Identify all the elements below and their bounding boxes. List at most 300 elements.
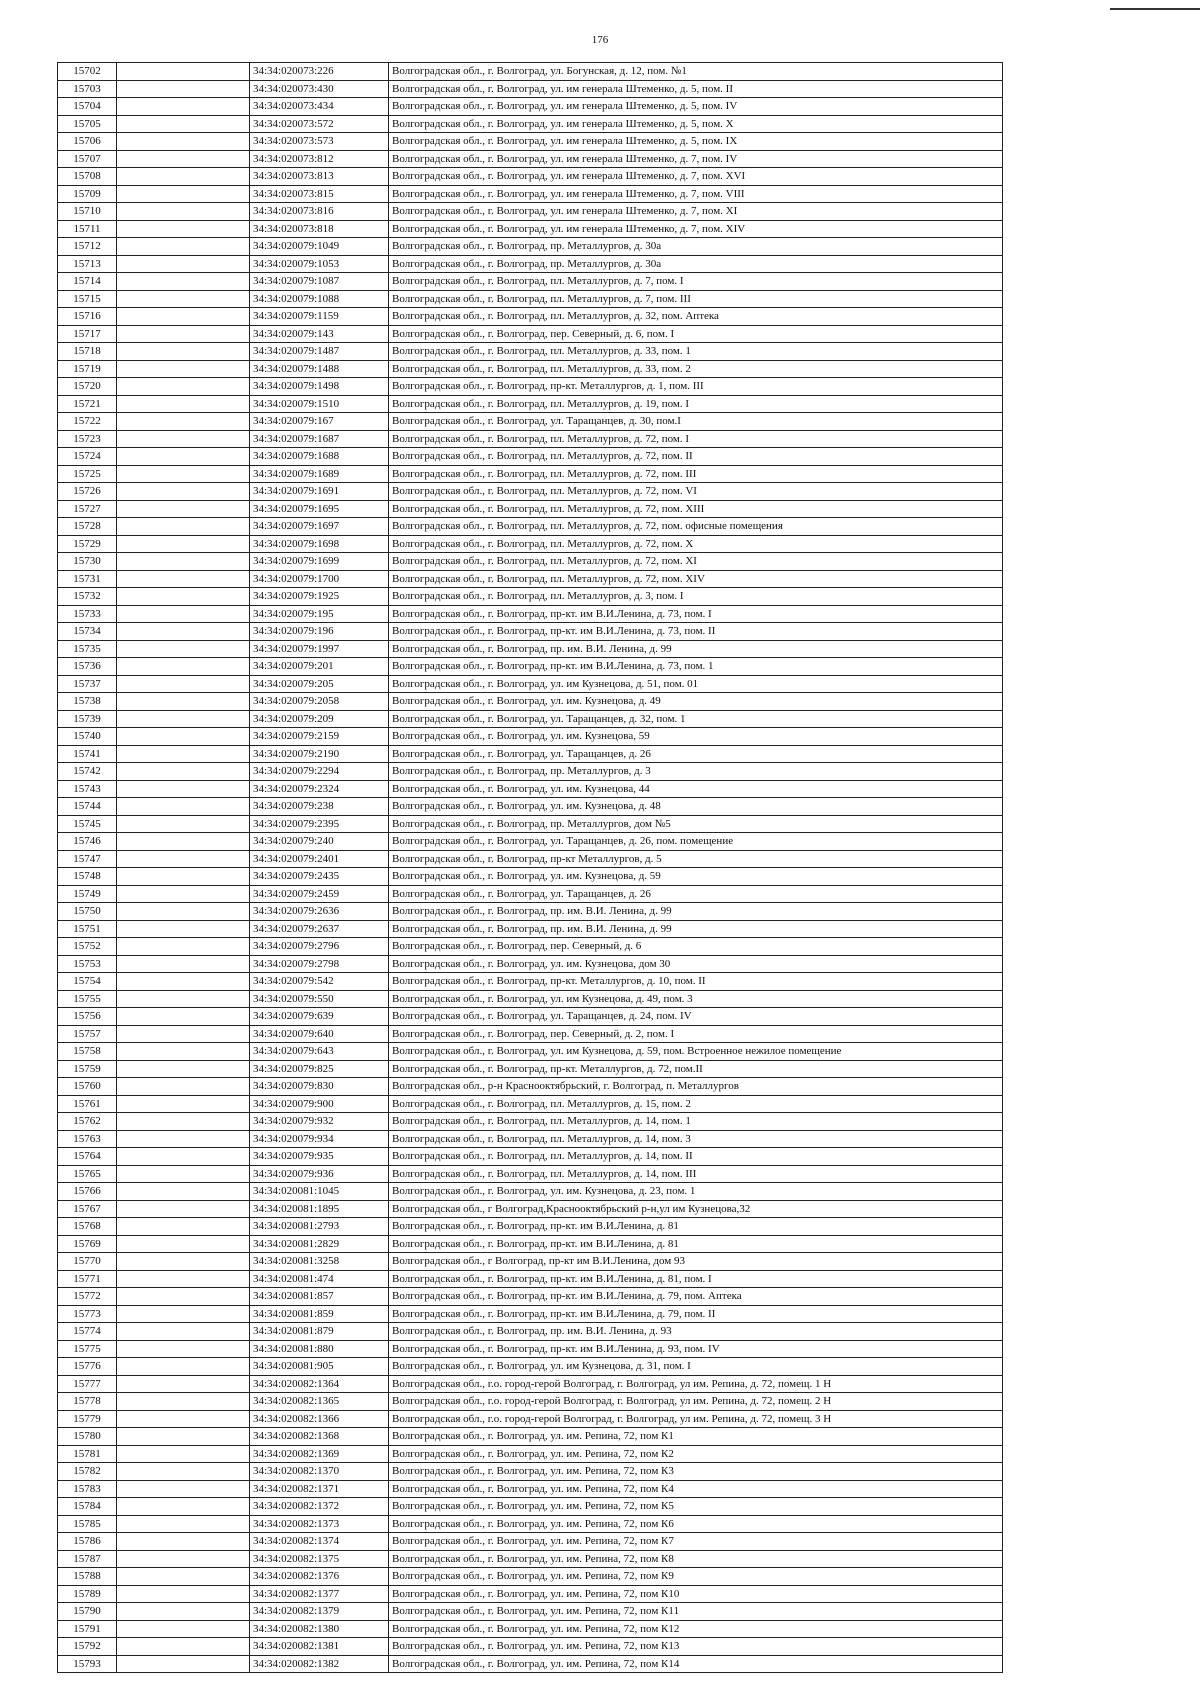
table-row <box>58 693 1003 711</box>
table-row <box>58 378 1003 396</box>
row-number-cell: 15759 <box>58 1060 117 1078</box>
address-cell: Волгоградская обл., г. Волгоград, ул. им генерала Штеменко, д. 5, пом. II <box>389 80 1003 98</box>
row-number-cell: 15724 <box>58 448 117 466</box>
cadastral-number-cell: 34:34:020079:2058 <box>250 693 389 711</box>
cadastral-number-cell: 34:34:020079:1159 <box>250 308 389 326</box>
address-cell: Волгоградская обл., г. Волгоград, ул. им. Кузнецова, д. 48 <box>389 798 1003 816</box>
row-number-cell: 15753 <box>58 955 117 973</box>
cadastral-number-cell: 34:34:020082:1377 <box>250 1585 389 1603</box>
row-number-cell: 15736 <box>58 658 117 676</box>
empty-cell <box>117 815 250 833</box>
row-number-cell: 15785 <box>58 1515 117 1533</box>
table-row <box>58 168 1003 186</box>
empty-cell <box>117 168 250 186</box>
address-cell: Волгоградская обл., г. Волгоград, ул. им. Кузнецова, 59 <box>389 728 1003 746</box>
address-cell: Волгоградская обл., г. Волгоград, пр-кт. им В.И.Ленина, д. 79, пом. II <box>389 1305 1003 1323</box>
empty-cell <box>117 1095 250 1113</box>
cadastral-number-cell: 34:34:020081:859 <box>250 1305 389 1323</box>
row-number-cell: 15727 <box>58 500 117 518</box>
cadastral-number-cell: 34:34:020079:542 <box>250 973 389 991</box>
empty-cell <box>117 588 250 606</box>
scan-edge-line <box>1110 8 1200 10</box>
table-row <box>58 63 1003 81</box>
address-cell: Волгоградская обл., г. Волгоград, ул. им генерала Штеменко, д. 7, пом. VIII <box>389 185 1003 203</box>
empty-cell <box>117 675 250 693</box>
cadastral-number-cell: 34:34:020079:2435 <box>250 868 389 886</box>
cadastral-number-cell: 34:34:020073:226 <box>250 63 389 81</box>
table-row <box>58 1620 1003 1638</box>
address-cell: Волгоградская обл., г. Волгоград, ул. им генерала Штеменко, д. 5, пом. IX <box>389 133 1003 151</box>
address-cell: Волгоградская обл., г Волгоград, пр-кт им В.И.Ленина, дом 93 <box>389 1253 1003 1271</box>
empty-cell <box>117 780 250 798</box>
table-row <box>58 1638 1003 1656</box>
row-number-cell: 15750 <box>58 903 117 921</box>
empty-cell <box>117 1183 250 1201</box>
row-number-cell: 15740 <box>58 728 117 746</box>
cadastral-number-cell: 34:34:020082:1372 <box>250 1498 389 1516</box>
table-row <box>58 815 1003 833</box>
table-row <box>58 1603 1003 1621</box>
row-number-cell: 15793 <box>58 1655 117 1673</box>
cadastral-number-cell: 34:34:020082:1375 <box>250 1550 389 1568</box>
cadastral-number-cell: 34:34:020079:936 <box>250 1165 389 1183</box>
table-row <box>58 220 1003 238</box>
empty-cell <box>117 1060 250 1078</box>
table-row <box>58 1463 1003 1481</box>
table-row <box>58 1148 1003 1166</box>
row-number-cell: 15782 <box>58 1463 117 1481</box>
row-number-cell: 15712 <box>58 238 117 256</box>
row-number-cell: 15708 <box>58 168 117 186</box>
row-number-cell: 15715 <box>58 290 117 308</box>
empty-cell <box>117 850 250 868</box>
table-row <box>58 675 1003 693</box>
cadastral-number-cell: 34:34:020079:1691 <box>250 483 389 501</box>
row-number-cell: 15711 <box>58 220 117 238</box>
address-cell: Волгоградская обл., г. Волгоград, ул. им. Репина, 72, пом К1 <box>389 1428 1003 1446</box>
cadastral-number-cell: 34:34:020073:430 <box>250 80 389 98</box>
row-number-cell: 15763 <box>58 1130 117 1148</box>
table-row <box>58 150 1003 168</box>
table-row <box>58 1270 1003 1288</box>
address-cell: Волгоградская обл., г. Волгоград, пл. Металлургов, д. 14, пом. 3 <box>389 1130 1003 1148</box>
empty-cell <box>117 1585 250 1603</box>
row-number-cell: 15791 <box>58 1620 117 1638</box>
cadastral-number-cell: 34:34:020079:1997 <box>250 640 389 658</box>
cadastral-number-cell: 34:34:020079:1498 <box>250 378 389 396</box>
cadastral-number-cell: 34:34:020081:2829 <box>250 1235 389 1253</box>
table-row <box>58 1533 1003 1551</box>
empty-cell <box>117 605 250 623</box>
table-row <box>58 938 1003 956</box>
table-row <box>58 798 1003 816</box>
cadastral-number-cell: 34:34:020079:2796 <box>250 938 389 956</box>
row-number-cell: 15745 <box>58 815 117 833</box>
empty-cell <box>117 885 250 903</box>
row-number-cell: 15779 <box>58 1410 117 1428</box>
address-cell: Волгоградская обл., г. Волгоград, ул. им Кузнецова, д. 51, пом. 01 <box>389 675 1003 693</box>
empty-cell <box>117 1305 250 1323</box>
table-row <box>58 1305 1003 1323</box>
row-number-cell: 15780 <box>58 1428 117 1446</box>
address-cell: Волгоградская обл., г. Волгоград, ул. им генерала Штеменко, д. 7, пом. IV <box>389 150 1003 168</box>
row-number-cell: 15714 <box>58 273 117 291</box>
cadastral-number-cell: 34:34:020079:639 <box>250 1008 389 1026</box>
cadastral-number-cell: 34:34:020081:1045 <box>250 1183 389 1201</box>
address-cell: Волгоградская обл., г. Волгоград, ул. им. Кузнецова, д. 49 <box>389 693 1003 711</box>
address-cell: Волгоградская обл., г. Волгоград, пр-кт. им В.И.Ленина, д. 81 <box>389 1235 1003 1253</box>
address-cell: Волгоградская обл., г. Волгоград, пл. Металлургов, д. 33, пом. 2 <box>389 360 1003 378</box>
address-cell: Волгоградская обл., г. Волгоград, пл. Металлургов, д. 72, пом. II <box>389 448 1003 466</box>
cadastral-number-cell: 34:34:020079:1487 <box>250 343 389 361</box>
row-number-cell: 15705 <box>58 115 117 133</box>
address-cell: Волгоградская обл., г. Волгоград, пр-кт. им В.И.Ленина, д. 81 <box>389 1218 1003 1236</box>
empty-cell <box>117 1323 250 1341</box>
table-row <box>58 1445 1003 1463</box>
cadastral-number-cell: 34:34:020073:573 <box>250 133 389 151</box>
cadastral-number-cell: 34:34:020079:1689 <box>250 465 389 483</box>
row-number-cell: 15735 <box>58 640 117 658</box>
empty-cell <box>117 1480 250 1498</box>
empty-cell <box>117 1603 250 1621</box>
table-row <box>58 448 1003 466</box>
row-number-cell: 15787 <box>58 1550 117 1568</box>
row-number-cell: 15761 <box>58 1095 117 1113</box>
row-number-cell: 15760 <box>58 1078 117 1096</box>
page-number: 176 <box>591 34 609 46</box>
empty-cell <box>117 920 250 938</box>
row-number-cell: 15731 <box>58 570 117 588</box>
row-number-cell: 15733 <box>58 605 117 623</box>
table-row <box>58 343 1003 361</box>
address-cell: Волгоградская обл., г. Волгоград, пр-кт. им В.И.Ленина, д. 73, пом. I <box>389 605 1003 623</box>
empty-cell <box>117 1148 250 1166</box>
empty-cell <box>117 63 250 81</box>
empty-cell <box>117 745 250 763</box>
table-row <box>58 710 1003 728</box>
address-cell: Волгоградская обл., г. Волгоград, ул. Таращанцев, д. 26 <box>389 745 1003 763</box>
row-number-cell: 15746 <box>58 833 117 851</box>
row-number-cell: 15716 <box>58 308 117 326</box>
empty-cell <box>117 238 250 256</box>
row-number-cell: 15752 <box>58 938 117 956</box>
cadastral-number-cell: 34:34:020082:1381 <box>250 1638 389 1656</box>
cadastral-number-cell: 34:34:020079:196 <box>250 623 389 641</box>
address-cell: Волгоградская обл., г. Волгоград, ул. им. Репина, 72, пом К8 <box>389 1550 1003 1568</box>
row-number-cell: 15777 <box>58 1375 117 1393</box>
address-cell: Волгоградская обл., г. Волгоград, пр-кт. им В.И.Ленина, д. 81, пом. I <box>389 1270 1003 1288</box>
cadastral-number-cell: 34:34:020081:905 <box>250 1358 389 1376</box>
row-number-cell: 15768 <box>58 1218 117 1236</box>
address-cell: Волгоградская обл., г. Волгоград, пр-кт. Металлургов, д. 1, пом. III <box>389 378 1003 396</box>
cadastral-number-cell: 34:34:020079:2190 <box>250 745 389 763</box>
table-row <box>58 1200 1003 1218</box>
cadastral-number-cell: 34:34:020079:1700 <box>250 570 389 588</box>
cadastral-number-cell: 34:34:020079:209 <box>250 710 389 728</box>
table-row <box>58 780 1003 798</box>
table-row <box>58 903 1003 921</box>
table-row <box>58 640 1003 658</box>
cadastral-number-cell: 34:34:020079:1697 <box>250 518 389 536</box>
cadastral-number-cell: 34:34:020079:1699 <box>250 553 389 571</box>
address-cell: Волгоградская обл., г. Волгоград, ул. Таращанцев, д. 30, пом.I <box>389 413 1003 431</box>
row-number-cell: 15792 <box>58 1638 117 1656</box>
address-cell: Волгоградская обл., г. Волгоград, пр-кт. Металлургов, д. 10, пом. II <box>389 973 1003 991</box>
table-row <box>58 1183 1003 1201</box>
cadastral-number-cell: 34:34:020082:1370 <box>250 1463 389 1481</box>
empty-cell <box>117 1130 250 1148</box>
row-number-cell: 15764 <box>58 1148 117 1166</box>
address-cell: Волгоградская обл., г. Волгоград, ул. им. Репина, 72, пом К2 <box>389 1445 1003 1463</box>
row-number-cell: 15783 <box>58 1480 117 1498</box>
row-number-cell: 15788 <box>58 1568 117 1586</box>
cadastral-number-cell: 34:34:020079:2401 <box>250 850 389 868</box>
row-number-cell: 15790 <box>58 1603 117 1621</box>
row-number-cell: 15719 <box>58 360 117 378</box>
cadastral-number-cell: 34:34:020079:1049 <box>250 238 389 256</box>
address-cell: Волгоградская обл., г. Волгоград, ул. им. Кузнецова, д. 59 <box>389 868 1003 886</box>
row-number-cell: 15775 <box>58 1340 117 1358</box>
row-number-cell: 15707 <box>58 150 117 168</box>
cadastral-number-cell: 34:34:020079:2459 <box>250 885 389 903</box>
table-row <box>58 1428 1003 1446</box>
empty-cell <box>117 1008 250 1026</box>
address-cell: Волгоградская обл., г. Волгоград, пр-кт Металлургов, д. 5 <box>389 850 1003 868</box>
table-row <box>58 920 1003 938</box>
address-cell: Волгоградская обл., г. Волгоград, пл. Металлургов, д. 14, пом. III <box>389 1165 1003 1183</box>
table-row <box>58 535 1003 553</box>
table-row <box>58 1218 1003 1236</box>
row-number-cell: 15781 <box>58 1445 117 1463</box>
cadastral-number-cell: 34:34:020081:1895 <box>250 1200 389 1218</box>
cadastral-number-cell: 34:34:020079:900 <box>250 1095 389 1113</box>
empty-cell <box>117 833 250 851</box>
row-number-cell: 15729 <box>58 535 117 553</box>
address-cell: Волгоградская обл., г. Волгоград, пл. Металлургов, д. 19, пом. I <box>389 395 1003 413</box>
empty-cell <box>117 1043 250 1061</box>
table-row <box>58 1393 1003 1411</box>
row-number-cell: 15703 <box>58 80 117 98</box>
cadastral-number-cell: 34:34:020079:2798 <box>250 955 389 973</box>
table-row <box>58 973 1003 991</box>
cadastral-number-cell: 34:34:020081:2793 <box>250 1218 389 1236</box>
row-number-cell: 15756 <box>58 1008 117 1026</box>
address-cell: Волгоградская обл., г. Волгоград, пр. Металлургов, д. 30а <box>389 255 1003 273</box>
empty-cell <box>117 360 250 378</box>
row-number-cell: 15774 <box>58 1323 117 1341</box>
row-number-cell: 15726 <box>58 483 117 501</box>
table-row <box>58 1025 1003 1043</box>
row-number-cell: 15769 <box>58 1235 117 1253</box>
table-row <box>58 203 1003 221</box>
empty-cell <box>117 220 250 238</box>
empty-cell <box>117 273 250 291</box>
empty-cell <box>117 1025 250 1043</box>
address-cell: Волгоградская обл., г.о. город-герой Волгоград, г. Волгоград, ул им. Репина, д. 72, помещ. 1 Н <box>389 1375 1003 1393</box>
row-number-cell: 15728 <box>58 518 117 536</box>
empty-cell <box>117 80 250 98</box>
address-cell: Волгоградская обл., г. Волгоград, ул. Таращанцев, д. 24, пом. IV <box>389 1008 1003 1026</box>
cadastral-number-cell: 34:34:020079:1053 <box>250 255 389 273</box>
cadastral-number-cell: 34:34:020079:934 <box>250 1130 389 1148</box>
cadastral-number-cell: 34:34:020082:1368 <box>250 1428 389 1446</box>
row-number-cell: 15722 <box>58 413 117 431</box>
empty-cell <box>117 1235 250 1253</box>
cadastral-number-cell: 34:34:020082:1376 <box>250 1568 389 1586</box>
empty-cell <box>117 640 250 658</box>
table-row <box>58 518 1003 536</box>
address-cell: Волгоградская обл., г. Волгоград, ул. им. Репина, 72, пом К4 <box>389 1480 1003 1498</box>
empty-cell <box>117 308 250 326</box>
table-row <box>58 115 1003 133</box>
empty-cell <box>117 343 250 361</box>
empty-cell <box>117 1375 250 1393</box>
empty-cell <box>117 710 250 728</box>
address-cell: Волгоградская обл., г. Волгоград, ул. Таращанцев, д. 26 <box>389 885 1003 903</box>
table-row <box>58 658 1003 676</box>
row-number-cell: 15771 <box>58 1270 117 1288</box>
table-row <box>58 570 1003 588</box>
property-registry-table <box>57 62 1003 1673</box>
table-row <box>58 308 1003 326</box>
cadastral-number-cell: 34:34:020079:205 <box>250 675 389 693</box>
address-cell: Волгоградская обл., г. Волгоград, пл. Металлургов, д. 32, пом. Аптека <box>389 308 1003 326</box>
table-row <box>58 1323 1003 1341</box>
empty-cell <box>117 693 250 711</box>
address-cell: Волгоградская обл., г. Волгоград, ул. им. Репина, 72, пом К7 <box>389 1533 1003 1551</box>
cadastral-number-cell: 34:34:020079:932 <box>250 1113 389 1131</box>
address-cell: Волгоградская обл., г. Волгоград, ул. Таращанцев, д. 32, пом. 1 <box>389 710 1003 728</box>
address-cell: Волгоградская обл., г. Волгоград, ул. Таращанцев, д. 26, пом. помещение <box>389 833 1003 851</box>
address-cell: Волгоградская обл., г. Волгоград, пл. Металлургов, д. 72, пом. X <box>389 535 1003 553</box>
cadastral-number-cell: 34:34:020073:572 <box>250 115 389 133</box>
table-row <box>58 273 1003 291</box>
address-cell: Волгоградская обл., г. Волгоград, пл. Металлургов, д. 72, пом. офисные помещения <box>389 518 1003 536</box>
table-row <box>58 745 1003 763</box>
table-row <box>58 1585 1003 1603</box>
address-cell: Волгоградская обл., г. Волгоград, ул. им. Репина, 72, пом К11 <box>389 1603 1003 1621</box>
cadastral-number-cell: 34:34:020073:816 <box>250 203 389 221</box>
address-cell: Волгоградская обл., г. Волгоград, пр-кт. им В.И.Ленина, д. 79, пом. Аптека <box>389 1288 1003 1306</box>
table-row <box>58 1340 1003 1358</box>
empty-cell <box>117 203 250 221</box>
table-row <box>58 133 1003 151</box>
empty-cell <box>117 1638 250 1656</box>
table-row <box>58 255 1003 273</box>
row-number-cell: 15776 <box>58 1358 117 1376</box>
table-row <box>58 553 1003 571</box>
address-cell: Волгоградская обл., г.о. город-герой Волгоград, г. Волгоград, ул им. Репина, д. 72, помещ. 3 Н <box>389 1410 1003 1428</box>
address-cell: Волгоградская обл., г. Волгоград, пр. Металлургов, д. 3 <box>389 763 1003 781</box>
table-row <box>58 1235 1003 1253</box>
cadastral-number-cell: 34:34:020079:935 <box>250 1148 389 1166</box>
cadastral-number-cell: 34:34:020073:813 <box>250 168 389 186</box>
cadastral-number-cell: 34:34:020082:1382 <box>250 1655 389 1673</box>
address-cell: Волгоградская обл., г. Волгоград, ул. им. Репина, 72, пом К12 <box>389 1620 1003 1638</box>
address-cell: Волгоградская обл., г. Волгоград, ул. им. Кузнецова, дом 30 <box>389 955 1003 973</box>
table-row <box>58 1130 1003 1148</box>
table-row <box>58 185 1003 203</box>
row-number-cell: 15739 <box>58 710 117 728</box>
table-row <box>58 500 1003 518</box>
empty-cell <box>117 290 250 308</box>
address-cell: Волгоградская обл., г. Волгоград, пл. Металлургов, д. 72, пом. I <box>389 430 1003 448</box>
address-cell: Волгоградская обл., г. Волгоград, пл. Металлургов, д. 7, пом. I <box>389 273 1003 291</box>
cadastral-number-cell: 34:34:020079:643 <box>250 1043 389 1061</box>
row-number-cell: 15755 <box>58 990 117 1008</box>
empty-cell <box>117 465 250 483</box>
empty-cell <box>117 955 250 973</box>
cadastral-number-cell: 34:34:020079:195 <box>250 605 389 623</box>
cadastral-number-cell: 34:34:020073:812 <box>250 150 389 168</box>
address-cell: Волгоградская обл., г. Волгоград, пл. Металлургов, д. 72, пом. XIII <box>389 500 1003 518</box>
row-number-cell: 15717 <box>58 325 117 343</box>
cadastral-number-cell: 34:34:020079:143 <box>250 325 389 343</box>
address-cell: Волгоградская обл., г. Волгоград, пл. Металлургов, д. 15, пом. 2 <box>389 1095 1003 1113</box>
table-row <box>58 238 1003 256</box>
cadastral-number-cell: 34:34:020082:1379 <box>250 1603 389 1621</box>
address-cell: Волгоградская обл., г. Волгоград, пр. Металлургов, д. 30а <box>389 238 1003 256</box>
row-number-cell: 15778 <box>58 1393 117 1411</box>
empty-cell <box>117 1270 250 1288</box>
registry-table-body <box>58 63 1003 1673</box>
table-row <box>58 1060 1003 1078</box>
empty-cell <box>117 1568 250 1586</box>
cadastral-number-cell: 34:34:020079:1688 <box>250 448 389 466</box>
cadastral-number-cell: 34:34:020079:550 <box>250 990 389 1008</box>
cadastral-number-cell: 34:34:020082:1364 <box>250 1375 389 1393</box>
row-number-cell: 15730 <box>58 553 117 571</box>
empty-cell <box>117 483 250 501</box>
address-cell: Волгоградская обл., г. Волгоград, пр. им. В.И. Ленина, д. 93 <box>389 1323 1003 1341</box>
address-cell: Волгоградская обл., г. Волгоград, пер. Северный, д. 6 <box>389 938 1003 956</box>
empty-cell <box>117 413 250 431</box>
address-cell: Волгоградская обл., г. Волгоград, пл. Металлургов, д. 72, пом. XIV <box>389 570 1003 588</box>
empty-cell <box>117 150 250 168</box>
address-cell: Волгоградская обл., г. Волгоград, ул. им. Кузнецова, 44 <box>389 780 1003 798</box>
table-row <box>58 1113 1003 1131</box>
table-row <box>58 868 1003 886</box>
table-row <box>58 1375 1003 1393</box>
empty-cell <box>117 1550 250 1568</box>
empty-cell <box>117 185 250 203</box>
address-cell: Волгоградская обл., г. Волгоград, пл. Металлургов, д. 14, пом. 1 <box>389 1113 1003 1131</box>
empty-cell <box>117 553 250 571</box>
table-row <box>58 763 1003 781</box>
table-row <box>58 395 1003 413</box>
row-number-cell: 15704 <box>58 98 117 116</box>
table-row <box>58 1008 1003 1026</box>
empty-cell <box>117 448 250 466</box>
cadastral-number-cell: 34:34:020079:238 <box>250 798 389 816</box>
address-cell: Волгоградская обл., г. Волгоград, ул. им генерала Штеменко, д. 7, пом. XI <box>389 203 1003 221</box>
cadastral-number-cell: 34:34:020081:879 <box>250 1323 389 1341</box>
cadastral-number-cell: 34:34:020079:1088 <box>250 290 389 308</box>
row-number-cell: 15789 <box>58 1585 117 1603</box>
cadastral-number-cell: 34:34:020079:1698 <box>250 535 389 553</box>
empty-cell <box>117 378 250 396</box>
address-cell: Волгоградская обл., г. Волгоград, пр. Металлургов, дом №5 <box>389 815 1003 833</box>
address-cell: Волгоградская обл., г. Волгоград, ул. им генерала Штеменко, д. 5, пом. IV <box>389 98 1003 116</box>
row-number-cell: 15744 <box>58 798 117 816</box>
address-cell: Волгоградская обл., г.о. город-герой Волгоград, г. Волгоград, ул им. Репина, д. 72, помещ. 2 Н <box>389 1393 1003 1411</box>
row-number-cell: 15784 <box>58 1498 117 1516</box>
empty-cell <box>117 990 250 1008</box>
row-number-cell: 15738 <box>58 693 117 711</box>
table-row <box>58 98 1003 116</box>
address-cell: Волгоградская обл., г. Волгоград, пл. Металлургов, д. 72, пом. XI <box>389 553 1003 571</box>
table-row <box>58 413 1003 431</box>
